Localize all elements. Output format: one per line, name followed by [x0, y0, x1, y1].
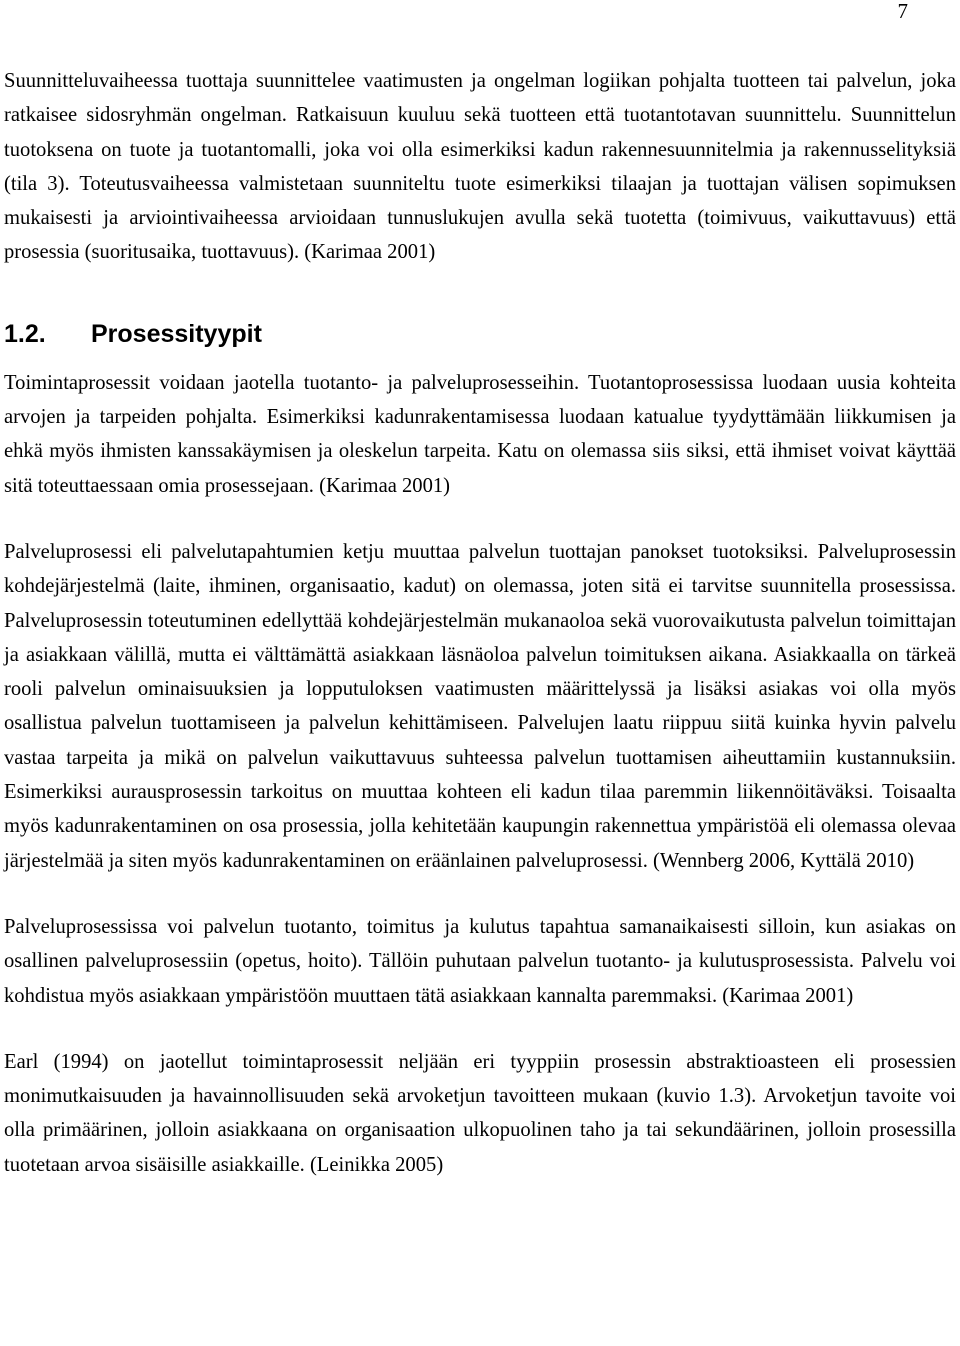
section-title: Prosessityypit	[91, 319, 262, 348]
section-number: 1.2.	[4, 319, 46, 348]
section-heading	[4, 319, 956, 349]
document-body	[4, 64, 956, 1182]
paragraph-earl-classification: Earl (1994) on jaotellut toimintaprosessit neljään eri tyyppiin prosessin abstraktioasteen eli prosessien monimutkaisuuden ja havainnollisuuden sekä arvoketjun tavoitteen mukaan (kuvio 1.3). Arvoketjun tavoite voi olla primäärinen, jolloin asiakkaana on organisaation ulkopuolinen taho ja tai sekundäärinen, jolloin prosessilla tuotetaan arvoa sisäisille asiakkaille. (Leinikka 2005)	[4, 1050, 956, 1176]
paragraph-service-process: Palveluprosessi eli palvelutapahtumien ketju muuttaa palvelun tuottajan panokset tuotoksiksi. Palveluprosessin kohdejärjestelmä (laite, ihminen, organisaatio, kadut) on olemassa, joten sitä ei tarvitse suunnitella prosessissa. Palveluprosessin toteutuminen edellyttää kohdejärjestelmän mukanaoloa sekä vuorovaikutusta palvelun toimittajan ja asiakkaan välillä, mutta ei välttämättä asiakkaan läsnäoloa palvelun toimituksen aikana. Asiakkaalla on tärkeä rooli palvelun ominaisuuksien ja lopputuloksen vaatimusten määrittelyssä ja lisäksi asiakas voi olla myös osallistua palvelun tuottamiseen ja palvelun kehittämiseen. Palvelujen laatu riippuu siitä kuinka hyvin palvelu vastaa tarpeita ja mikä on palvelun vaikuttavuus suhteessa palvelun tuottamisen aiheuttamiin kustannuksiin. Esimerkiksi aurausprosessin tarkoitus on muuttaa kohteen eli kadun tilaa paremmin liikennöitäväksi. Toisaalta myös kadunrakentaminen on osa prosessia, jolla kehitetään kaupungin rakennettua ympäristöä eli olemassa olevaa järjestelmää ja siten myös kadunrakentaminen on eräänlainen palveluprosessi. (Wennberg 2006, Kyttälä 2010)	[4, 540, 956, 872]
paragraph-process-division: Toimintaprosessit voidaan jaotella tuotanto- ja palveluprosesseihin. Tuotantoprosessissa luodaan uusia kohteita arvojen ja tarpeiden pohjalta. Esimerkiksi kadunrakentamisessa luodaan katualue tyydyttämään liikkumisen ja ehkä myös ihmisten kanssakäymisen ja oleskelun tarpeita. Katu on olemassa siis siksi, että ihmiset voivat käyttää sitä toteuttaessaan omia prosessejaan. (Karimaa 2001)	[4, 371, 956, 497]
paragraph-simultaneous-service: Palveluprosessissa voi palvelun tuotanto, toimitus ja kulutus tapahtua samanaikaisesti silloin, kun asiakas on osallinen palveluprosessiin (opetus, hoito). Tällöin puhutaan palvelun tuotanto- ja kulutusprosessista. Palvelu voi kohdistua myös asiakkaan ympäristöön muuttaen tätä asiakkaan kannalta paremmaksi. (Karimaa 2001)	[4, 915, 956, 1007]
page-number: 7	[897, 0, 908, 23]
paragraph-design-phase: Suunnitteluvaiheessa tuottaja suunnittelee vaatimusten ja ongelman logiikan pohjalta tuotteen tai palvelun, joka ratkaisee sidosryhmän ongelman. Ratkaisuun kuuluu sekä tuotteen että tuotantotavan suunnittelu. Suunnittelun tuotoksena on tuote ja tuotantomalli, joka voi olla esimerkiksi kadun rakennesuunnitelmia ja rakennusselityksiä (tila 3). Toteutusvaiheessa valmistetaan suunniteltu tuote esimerkiksi tilaajan ja tuottajan välisen sopimuksen mukaisesti ja arviointivaiheessa arvioidaan tunnuslukujen avulla sekä tuotetta (toimivuus, vaikuttavuus) että prosessia (suoritusaika, tuottavuus). (Karimaa 2001)	[4, 70, 956, 264]
